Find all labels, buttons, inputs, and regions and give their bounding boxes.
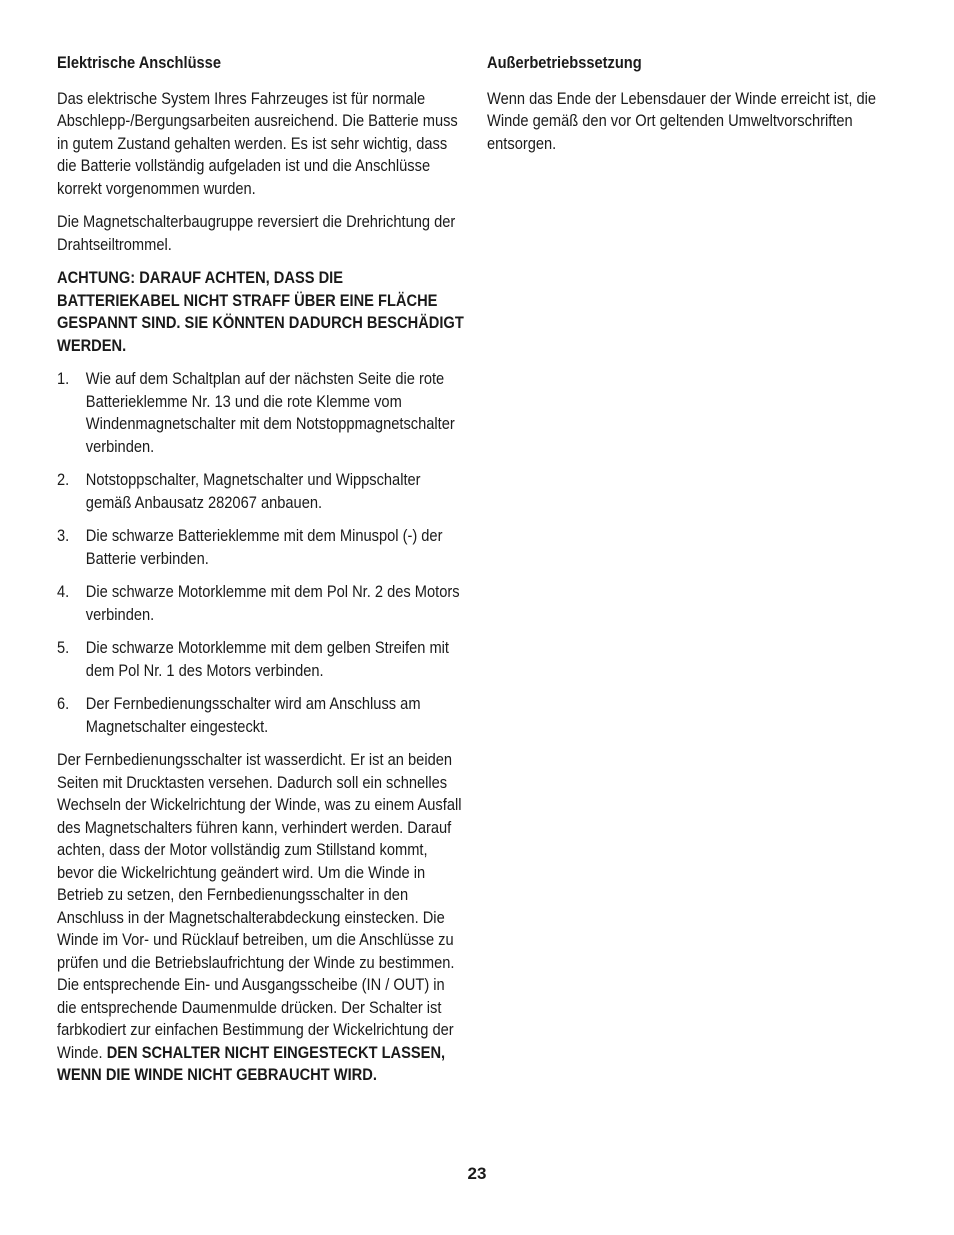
remote-switch-text: Der Fernbedienungsschalter ist wasserdicht. Er ist an beiden Seiten mit Drucktasten versehen. Dadurch soll ein schnelles Wechseln der Wickelrichtung der Winde, was zu einem Ausfall des Magnetschalters führen kann, verhindert werden. Darauf achten, dass der Motor vollständig zum Stillstand kommt, bevor die Wickelrichtung geändert wird. Um die Winde in Betrieb zu setzen, den Fernbedienungsschalter in den Anschluss in der Magnetschalterabdeckung einstecken. Die Winde im Vor- und Rücklauf betreiben, um die Anschlüsse zu prüfen und die Betriebslaufrichtung der Winde zu bestimmen. Die entsprechende Ein- und Ausgangsscheibe (IN / OUT) in die entsprechende Daumenmulde drücken. Der Schalter ist farbkodiert zur einfachen Bestimmung der Wickelrichtung der Winde. <box>57 751 462 1062</box>
steps-list <box>57 368 466 738</box>
step-text: Wie auf dem Schaltplan auf der nächsten Seite die rote Batterieklemme Nr. 13 und die rote Klemme vom Windenmagnetschalter mit dem Notstoppmagnetschalter verbinden. <box>85 370 455 456</box>
remote-switch-warning: DEN SCHALTER NICHT EINGESTECKT LASSEN, WENN DIE WINDE NICHT GEBRAUCHT WIRD. <box>57 1043 446 1084</box>
left-column <box>57 52 466 1098</box>
list-item <box>57 581 466 626</box>
step-number: 6. <box>57 695 70 713</box>
step-text: Der Fernbedienungsschalter wird am Anschluss am Magnetschalter eingesteckt. <box>85 695 421 736</box>
step-number: 4. <box>57 583 70 601</box>
step-number: 3. <box>57 527 70 545</box>
section-heading-electrical: Elektrische Anschlüsse <box>57 54 221 72</box>
step-text: Die schwarze Motorklemme mit dem Pol Nr. 2 des Motors verbinden. <box>85 583 460 624</box>
paragraph-solenoid: Die Magnetschalterbaugruppe reversiert die Drehrichtung der Drahtseiltrommel. <box>57 213 456 254</box>
step-text: Die schwarze Batterieklemme mit dem Minuspol (-) der Batterie verbinden. <box>85 527 443 568</box>
page-number: 23 <box>467 1164 487 1183</box>
list-item <box>57 469 466 514</box>
paragraph-remote-switch <box>57 749 466 1087</box>
step-number: 2. <box>57 471 70 489</box>
list-item <box>57 525 466 570</box>
paragraph-intro: Das elektrische System Ihres Fahrzeuges ist für normale Abschlepp-/Bergungsarbeiten ausreichend. Die Batterie muss in gutem Zustand gehalten werden. Es ist sehr wichtig, dass die Batterie vollständig aufgeladen ist und die Anschlüsse korrekt vorgenommen wurden. <box>57 89 458 198</box>
paragraph-disposal: Wenn das Ende der Lebensdauer der Winde erreicht ist, die Winde gemäß den vor Ort geltenden Umweltvorschriften entsorgen. <box>487 89 877 153</box>
step-number: 5. <box>57 639 70 657</box>
list-item <box>57 693 466 738</box>
warning-text: ACHTUNG: DARAUF ACHTEN, DASS DIE BATTERIEKABEL NICHT STRAFF ÜBER EINE FLÄCHE GESPANNT SIND. SIE KÖNNTEN DADURCH BESCHÄDIGT WERDEN. <box>57 269 464 355</box>
list-item <box>57 368 466 458</box>
right-column <box>487 52 887 166</box>
list-item <box>57 637 466 682</box>
step-number: 1. <box>57 370 70 388</box>
step-text: Notstoppschalter, Magnetschalter und Wippschalter gemäß Anbausatz 282067 anbauen. <box>85 471 421 512</box>
step-text: Die schwarze Motorklemme mit dem gelben Streifen mit dem Pol Nr. 1 des Motors verbinden. <box>85 639 450 680</box>
section-heading-decommissioning: Außerbetriebssetzung <box>487 54 642 72</box>
